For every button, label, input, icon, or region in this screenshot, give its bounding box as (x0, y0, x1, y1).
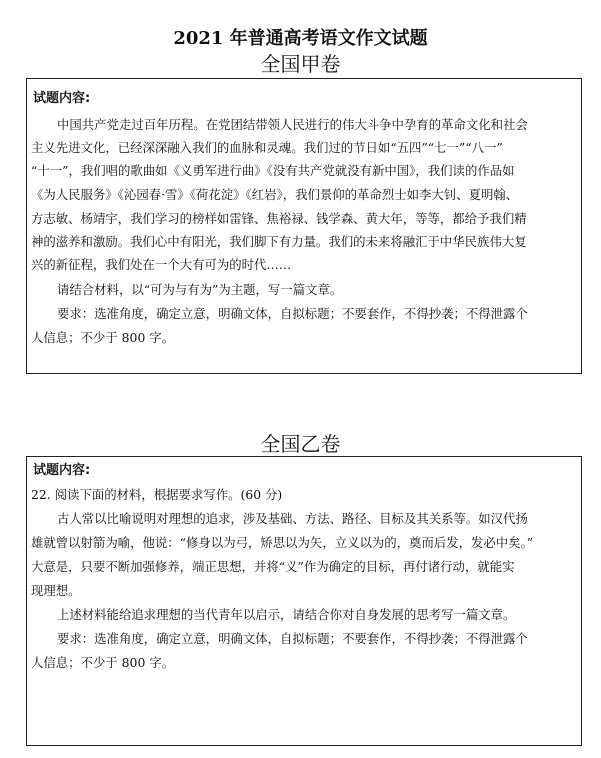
document-title: 2021 年普通高考语文作文试题 (173, 28, 428, 49)
text-line: 请结合材料，以“可为与有为”为主题，写一篇文章。 (57, 282, 343, 297)
box-header: 试题内容: (33, 91, 91, 106)
section-heading-yi: 全国乙卷 (260, 432, 341, 456)
text-line: 现理想。 (31, 583, 81, 598)
text-line: 人信息；不少于 800 字。 (31, 330, 175, 345)
text-line: 兴的新征程，我们处在一个大有可为的时代…… (31, 257, 292, 272)
text-line: 雄就曾以射箭为喻，他说：“修身以为弓，矫思以为矢，立义以为的，奠而后发，发必中矣。” (31, 535, 534, 550)
box-header: 试题内容: (33, 463, 91, 478)
section-heading-jia: 全国甲卷 (260, 52, 341, 76)
question-box-yi (26, 456, 582, 746)
text-line: 中国共产党走过百年历程。在党团结带领人民进行的伟大斗争中孕育的革命文化和社会 (57, 117, 528, 132)
text-line: 大意是，只要不断加强修养，端正思想，并将“义”作为确定的目标，再付诸行动，就能实 (31, 559, 515, 574)
text-line: 人信息；不少于 800 字。 (31, 655, 175, 670)
text-line: 主义先进文化，已经深深融入我们的血脉和灵魂。我们过的节日如“五四”“七一”“八一” (31, 140, 503, 155)
text-line: “十一”，我们唱的歌曲如《义勇军进行曲》《没有共产党就没有新中国》，我们读的作品如 (31, 163, 515, 178)
text-line: 22. 阅读下面的材料，根据要求写作。(60 分) (31, 487, 283, 502)
text-line: 上述材料能给追求理想的当代青年以启示，请结合你对自身发展的思考写一篇文章。 (57, 607, 516, 622)
text-line: 古人常以比喻说明对理想的追求，涉及基础、方法、路径、目标及其关系等。如汉代扬 (57, 511, 528, 526)
text-line: 方志敏、杨靖宇，我们学习的榜样如雷锋、焦裕禄、钱学森、黄大年，等等，都给予我们精 (31, 211, 527, 226)
text-line: 要求：选准角度，确定立意，明确文体，自拟标题；不要套作，不得抄袭；不得泄露个 (57, 631, 528, 646)
question-box-jia (26, 78, 582, 374)
text-line: 《为人民服务》《沁园春·雪》《荷花淀》《红岩》，我们景仰的革命烈士如李大钊、夏明翰、 (31, 187, 519, 202)
text-line: 神的滋养和激励。我们心中有阳光，我们脚下有力量。我们的未来将融汇于中华民族伟大复 (31, 234, 527, 249)
text-line: 要求：选准角度，确定立意，明确文体，自拟标题；不要套作，不得抄袭；不得泄露个 (57, 306, 528, 321)
